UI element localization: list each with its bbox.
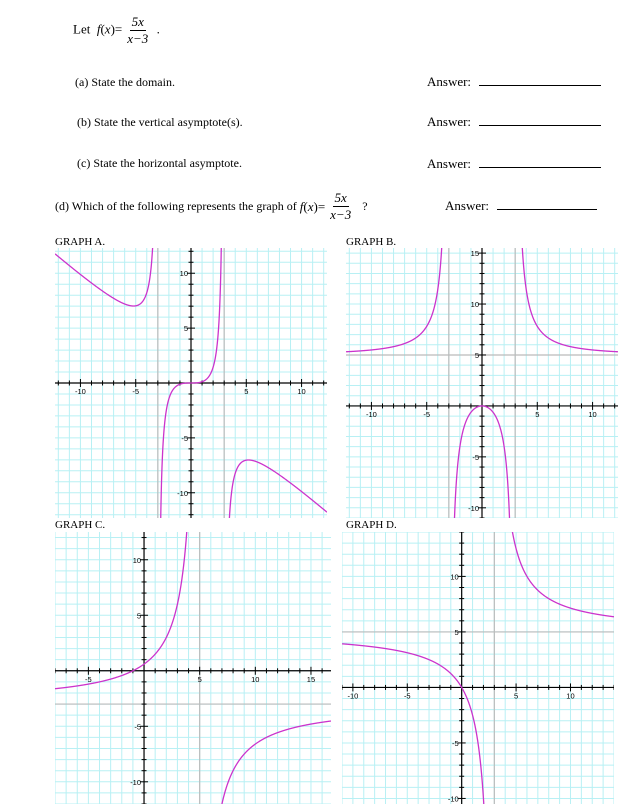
equals-sign: = [317,198,326,214]
x-tick-label: 10 [251,674,260,684]
y-tick-label: 5 [183,324,188,334]
question-c-label: (c) State the horizontal asymptote. [77,156,242,170]
let-word: Let [73,21,91,37]
answer-label: Answer: [427,156,472,171]
y-tick-label: -5 [472,452,479,462]
function-var: x [307,198,314,214]
function-definition: Let f(x)= $\frac{5x}{x-3}$ . [73,14,160,46]
numerator: 5x [131,14,144,29]
answer-label: Answer: [427,74,472,89]
y-tick-label: 10 [450,572,459,582]
x-tick-label: 5 [197,674,202,684]
question-d-label: (d) Which of the following represents the graph of [55,199,297,213]
period: . [156,21,160,37]
answer-label: Answer: [427,114,472,129]
fraction [125,14,150,47]
y-tick-label: 5 [136,611,142,621]
question-a-label: (a) State the domain. [75,75,175,89]
graph-b[interactable] [346,248,618,518]
y-tick-label: 10 [470,300,479,310]
question-d-answer [445,198,597,214]
function-name: f [96,21,101,37]
denominator: x−3 [127,31,149,46]
y-tick-label: 5 [474,350,479,360]
x-tick-label: 10 [588,409,597,419]
x-tick-label: -5 [85,674,92,684]
x-tick-label: -5 [403,691,411,701]
graph-c[interactable] [55,532,331,804]
x-tick-label: 5 [535,409,540,419]
x-tick-label: 5 [244,387,249,396]
graph-d[interactable] [342,532,614,804]
fraction [328,190,353,223]
answer-blank-a[interactable] [479,84,601,86]
x-tick-label: 10 [566,691,575,701]
question-c-answer [427,156,601,172]
function-name: f [299,198,304,214]
y-tick-label: -10 [468,503,479,513]
y-tick-label: -10 [177,488,188,498]
y-tick-label: -5 [134,722,142,732]
question-a-answer [427,74,601,90]
graph-a[interactable] [55,248,327,518]
denominator: x−3 [330,207,352,222]
question-d: (d) Which of the following represents the graph of f ( x ) = $\frac{5x}{x-3}$ ? [55,190,368,222]
y-tick-label: 5 [454,627,459,637]
answer-blank-c[interactable] [479,166,601,168]
y-tick-label: 10 [132,555,142,565]
function-curve [342,532,614,804]
x-tick-label: 15 [306,674,316,684]
x-tick-label: -5 [132,387,140,396]
x-tick-label: -10 [75,387,86,396]
graph-c-title: GRAPH C. [55,519,106,531]
question-mark: ? [362,199,368,213]
y-tick-label: 15 [470,249,479,259]
equals-sign: = [114,21,123,37]
answer-blank-b[interactable] [479,124,601,126]
question-b-label: (b) State the vertical asymptote(s). [77,115,243,129]
y-tick-label: -5 [452,738,459,748]
answer-label: Answer: [445,198,490,213]
y-tick-label: -10 [447,794,459,804]
x-tick-label: 10 [297,387,306,396]
y-tick-label: -10 [130,777,142,787]
y-tick-label: -5 [181,433,188,443]
graph-b-title: GRAPH B. [346,236,397,248]
graph-d-title: GRAPH D. [346,519,397,531]
x-tick-label: -10 [366,409,377,419]
function-curve [55,532,331,804]
question-b-answer [427,114,601,130]
x-tick-label: -10 [347,691,359,701]
x-tick-label: 5 [513,691,519,701]
y-tick-label: 10 [179,269,188,279]
function-var: x [104,21,111,37]
answer-blank-d[interactable] [497,208,597,210]
x-tick-label: -5 [423,409,431,419]
graph-a-title: GRAPH A. [55,236,106,248]
numerator: 5x [334,190,347,205]
